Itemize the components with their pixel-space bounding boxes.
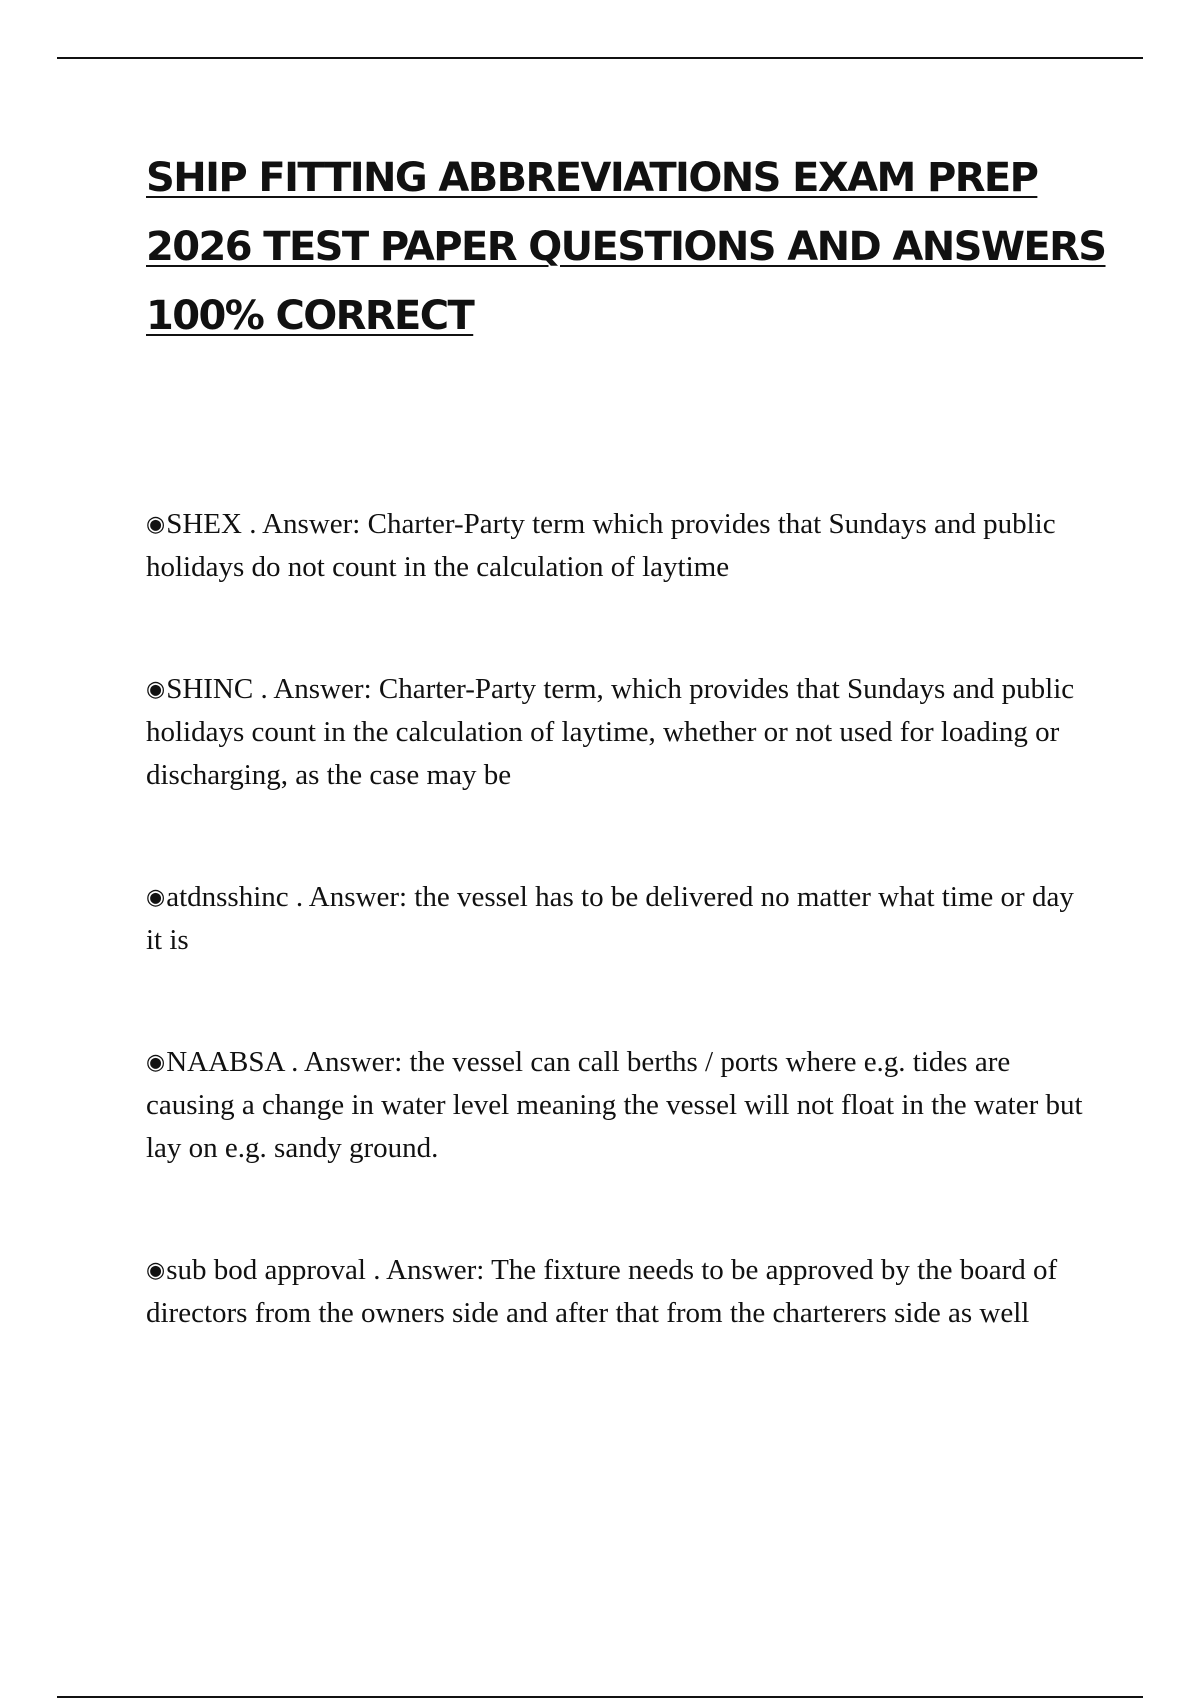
radio-bullet-icon: ◉ xyxy=(146,677,166,702)
qa-term: NAABSA xyxy=(166,1046,284,1078)
radio-bullet-icon: ◉ xyxy=(146,1050,166,1075)
bottom-divider xyxy=(57,1696,1143,1698)
qa-answer: . Answer: Charter-Party term which provides that Sundays and public holidays do not count in the calculation of laytime xyxy=(146,508,1056,583)
radio-bullet-icon: ◉ xyxy=(146,885,166,910)
document-title: SHIP FITTING ABBREVIATIONS EXAM PREP 2026 TEST PAPER QUESTIONS AND ANSWERS 100% CORRECT xyxy=(146,155,1106,339)
qa-term: atdnsshinc xyxy=(166,881,289,913)
top-divider xyxy=(57,57,1143,59)
qa-item-shex xyxy=(146,503,1096,589)
qa-answer: . Answer: Charter-Party term, which provides that Sundays and public holidays count in the calculation of laytime, whether or not used for loading or discharging, as the case may be xyxy=(146,673,1075,791)
qa-item-atdnsshinc xyxy=(146,876,1096,962)
radio-bullet-icon: ◉ xyxy=(146,512,166,537)
qa-term: SHINC xyxy=(166,673,254,705)
qa-list xyxy=(146,503,1096,1414)
qa-term: sub bod approval xyxy=(166,1254,366,1286)
qa-item-sub-bod-approval xyxy=(146,1249,1096,1335)
qa-answer: . Answer: the vessel can call berths / ports where e.g. tides are causing a change in water level meaning the vessel will not float in the water but lay on e.g. sandy ground. xyxy=(146,1046,1083,1164)
qa-item-shinc xyxy=(146,668,1096,797)
qa-item-naabsa xyxy=(146,1041,1096,1170)
qa-answer: . Answer: The fixture needs to be approved by the board of directors from the owners side and after that from the charterers side as well xyxy=(146,1254,1058,1329)
qa-answer: . Answer: the vessel has to be delivered no matter what time or day it is xyxy=(146,881,1074,956)
qa-term: SHEX xyxy=(166,508,242,540)
radio-bullet-icon: ◉ xyxy=(146,1258,166,1283)
